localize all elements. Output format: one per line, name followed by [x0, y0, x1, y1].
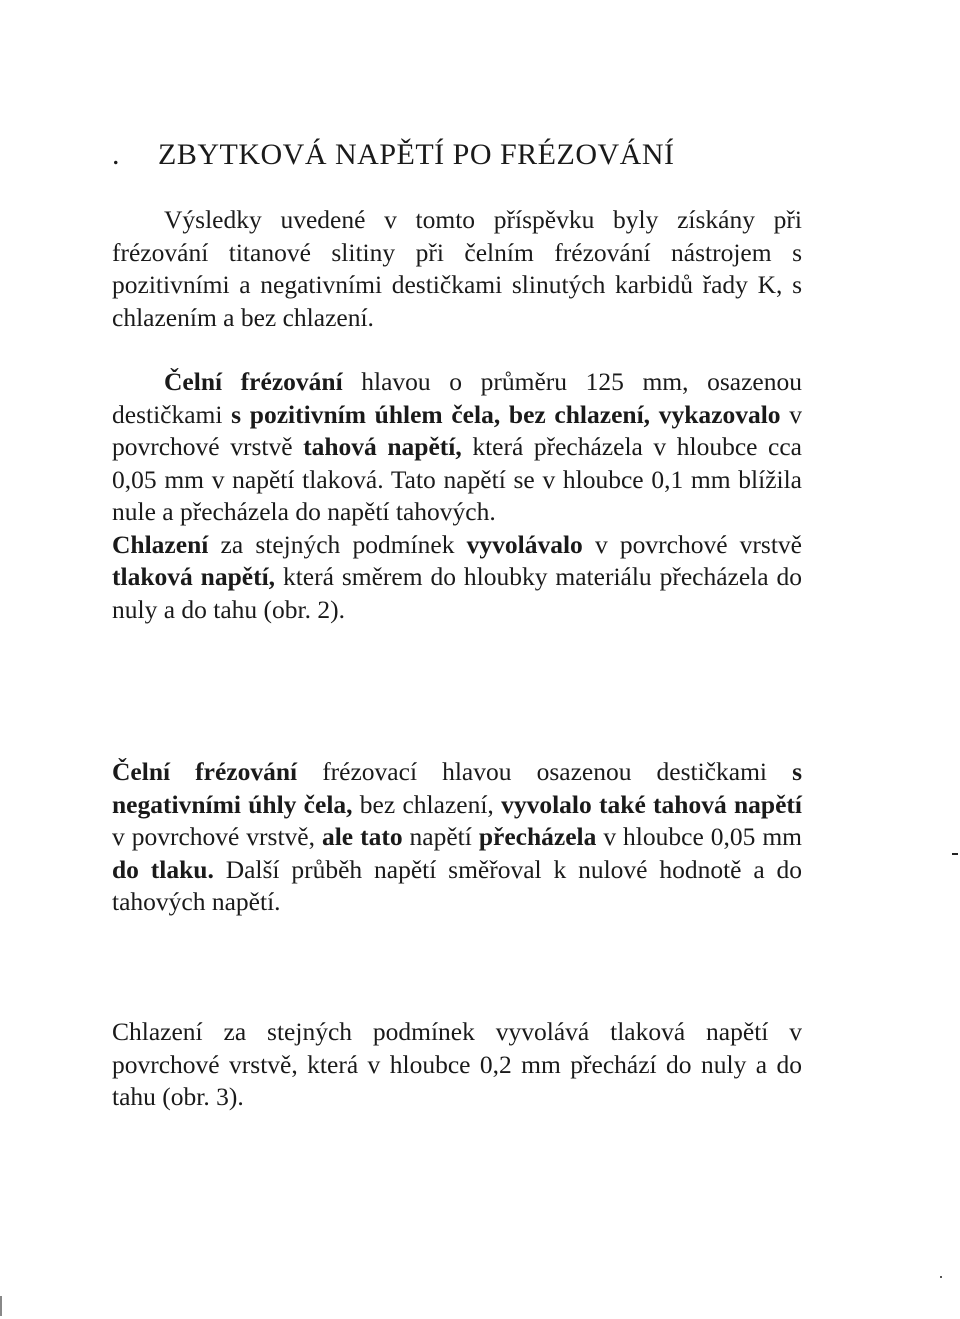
emphasis-text: ale tato	[321, 822, 403, 851]
emphasis-text: do tlaku.	[112, 854, 214, 884]
scan-artifact-edge	[0, 1296, 2, 1316]
intro-paragraph: Výsledky uvedené v tomto příspěvku byly získány při frézování titanové slitiny při čelním frézování nástrojem s pozitivními a negativními destičkami slinutých karbidů řady K, s chlazením a bez chlazení.	[112, 205, 802, 332]
cooling-negative-block	[112, 1016, 802, 1114]
cooling-paragraph	[112, 529, 802, 627]
body-text: napětí	[402, 822, 479, 851]
scan-artifact-dot	[940, 1276, 942, 1278]
emphasis-text: s pozitivním úhlem čela, bez chlazení, vykazovalo	[231, 399, 781, 429]
positive-angle-block	[112, 366, 802, 626]
scan-artifact-dash	[952, 853, 958, 855]
emphasis-text: přecházela	[478, 822, 597, 851]
emphasis-text: tlaková napětí,	[112, 562, 276, 591]
body-text: v povrchové vrstvě	[112, 399, 803, 461]
emphasis-text: s negativními úhly čela,	[112, 757, 802, 819]
section-heading	[112, 138, 675, 172]
negative-angle-paragraph	[112, 756, 802, 919]
emphasis-text: Čelní frézování	[164, 367, 343, 396]
intro-paragraph-block	[112, 204, 802, 334]
body-text: v hloubce 0,05 mm	[596, 822, 803, 851]
emphasis-text: Chlazení	[112, 529, 209, 559]
emphasis-text: vyvolalo také tahová napětí	[501, 789, 803, 819]
body-text: hlavou o průměru 125 mm, osazenou destičkami	[112, 367, 802, 429]
body-text: v povrchové vrstvě,	[112, 822, 322, 851]
emphasis-text: Čelní frézování	[112, 757, 298, 786]
body-text: která směrem do hloubky materiálu přecházela do nuly a do tahu (obr. 2).	[112, 562, 802, 624]
body-text: bez chlazení,	[352, 789, 502, 819]
body-text: frézovací hlavou osazenou destičkami	[297, 757, 793, 786]
heading-bullet: .	[112, 138, 120, 171]
emphasis-text: tahová napětí,	[303, 432, 462, 461]
body-text: v povrchové vrstvě	[582, 529, 802, 559]
body-text: Další průběh napětí směřoval k nulové hodnotě a do tahových napětí.	[112, 854, 802, 916]
body-text: za stejných podmínek	[208, 529, 467, 559]
body-text: která přecházela v hloubce cca 0,05 mm v napětí tlaková. Tato napětí se v hloubce 0,1 mm blížila nule a přecházela do napětí tahových.	[112, 432, 803, 526]
heading-title: ZBYTKOVÁ NAPĚTÍ PO FRÉZOVÁNÍ	[158, 138, 675, 171]
negative-angle-block	[112, 756, 802, 919]
positive-angle-paragraph	[112, 366, 802, 529]
emphasis-text: vyvolávalo	[466, 529, 583, 559]
cooling-negative-paragraph: Chlazení za stejných podmínek vyvolává tlaková napětí v povrchové vrstvě, která v hloubce 0,2 mm přechází do nuly a do tahu (obr. 3).	[112, 1017, 802, 1111]
